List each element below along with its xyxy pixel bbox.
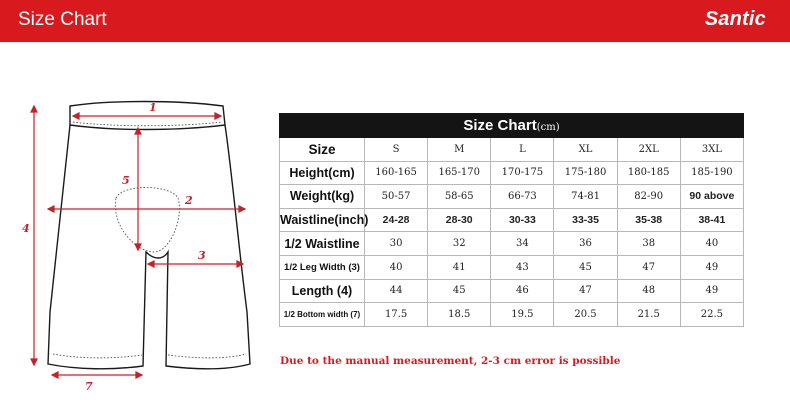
table-cell: 28-30 [428,208,491,232]
table-cell: 170-175 [491,161,554,185]
table-cell: 45 [554,255,617,279]
table-row-bottom-width [280,303,744,327]
table-cell: 34 [491,232,554,256]
table-cell: 82-90 [617,185,680,209]
row-label: Height(cm) [280,161,365,185]
measure-label-2: 2 [185,194,193,207]
table-cell: 74-81 [554,185,617,209]
row-label: 1/2 Waistline [280,232,365,256]
table-cell: 175-180 [554,161,617,185]
table-cell: 185-190 [680,161,743,185]
table-cell: L [491,138,554,162]
table-cell: 33-35 [554,208,617,232]
table-cell: 21.5 [617,303,680,327]
row-label: Size [280,138,365,162]
table-cell: 36 [554,232,617,256]
table-row-height [280,161,744,185]
table-cell: 90 above [680,185,743,209]
table-cell: 165-170 [428,161,491,185]
table-cell: 40 [365,255,428,279]
measurement-note: Due to the manual measurement, 2-3 cm error is possible [280,355,621,367]
row-label: Weight(kg) [280,185,365,209]
table-cell: 66-73 [491,185,554,209]
header-bar [0,0,790,42]
table-cell: 47 [617,255,680,279]
measure-label-3: 3 [198,249,206,262]
row-label: Length (4) [280,279,365,303]
table-cell: 49 [680,279,743,303]
table-cell: 24-28 [365,208,428,232]
table-title-cell [280,114,744,138]
table-cell: 41 [428,255,491,279]
brand-logo: Santic [704,8,766,30]
row-label: Waistline(inch) [280,208,365,232]
table-cell: 2XL [617,138,680,162]
table-row-weight [280,185,744,209]
page-title: Size Chart [18,9,107,30]
table-cell: 38 [617,232,680,256]
measure-label-4: 4 [22,222,30,235]
table-cell: 17.5 [365,303,428,327]
shorts-measurement-diagram [18,92,255,397]
table-cell: 180-185 [617,161,680,185]
table-cell: 30-33 [491,208,554,232]
table-cell: 58-65 [428,185,491,209]
table-row-leg-width [280,255,744,279]
table-cell: XL [554,138,617,162]
table-title: Size Chart [463,117,537,134]
table-unit: (cm) [536,122,560,133]
table-cell: S [365,138,428,162]
measure-label-5: 5 [122,174,130,187]
table-cell: 47 [554,279,617,303]
table-cell: 40 [680,232,743,256]
table-cell: 3XL [680,138,743,162]
row-label: 1/2 Leg Width (3) [280,255,365,279]
table-cell: M [428,138,491,162]
table-row-length [280,279,744,303]
table-row-half-waistline [280,232,744,256]
table-cell: 35-38 [617,208,680,232]
row-label: 1/2 Bottom width (7) [280,303,365,327]
table-cell: 22.5 [680,303,743,327]
table-title-row [280,114,744,138]
table-cell: 19.5 [491,303,554,327]
table-cell: 43 [491,255,554,279]
table-cell: 48 [617,279,680,303]
measure-label-1: 1 [149,101,157,114]
table-cell: 30 [365,232,428,256]
table-cell: 38-41 [680,208,743,232]
size-chart-table [279,113,744,327]
table-row-size [280,138,744,162]
measure-label-7: 7 [85,380,93,393]
table-cell: 44 [365,279,428,303]
table-cell: 50-57 [365,185,428,209]
table-cell: 32 [428,232,491,256]
table-cell: 46 [491,279,554,303]
table-row-waistline [280,208,744,232]
table-cell: 49 [680,255,743,279]
table-cell: 20.5 [554,303,617,327]
table-cell: 45 [428,279,491,303]
table-cell: 160-165 [365,161,428,185]
table-cell: 18.5 [428,303,491,327]
